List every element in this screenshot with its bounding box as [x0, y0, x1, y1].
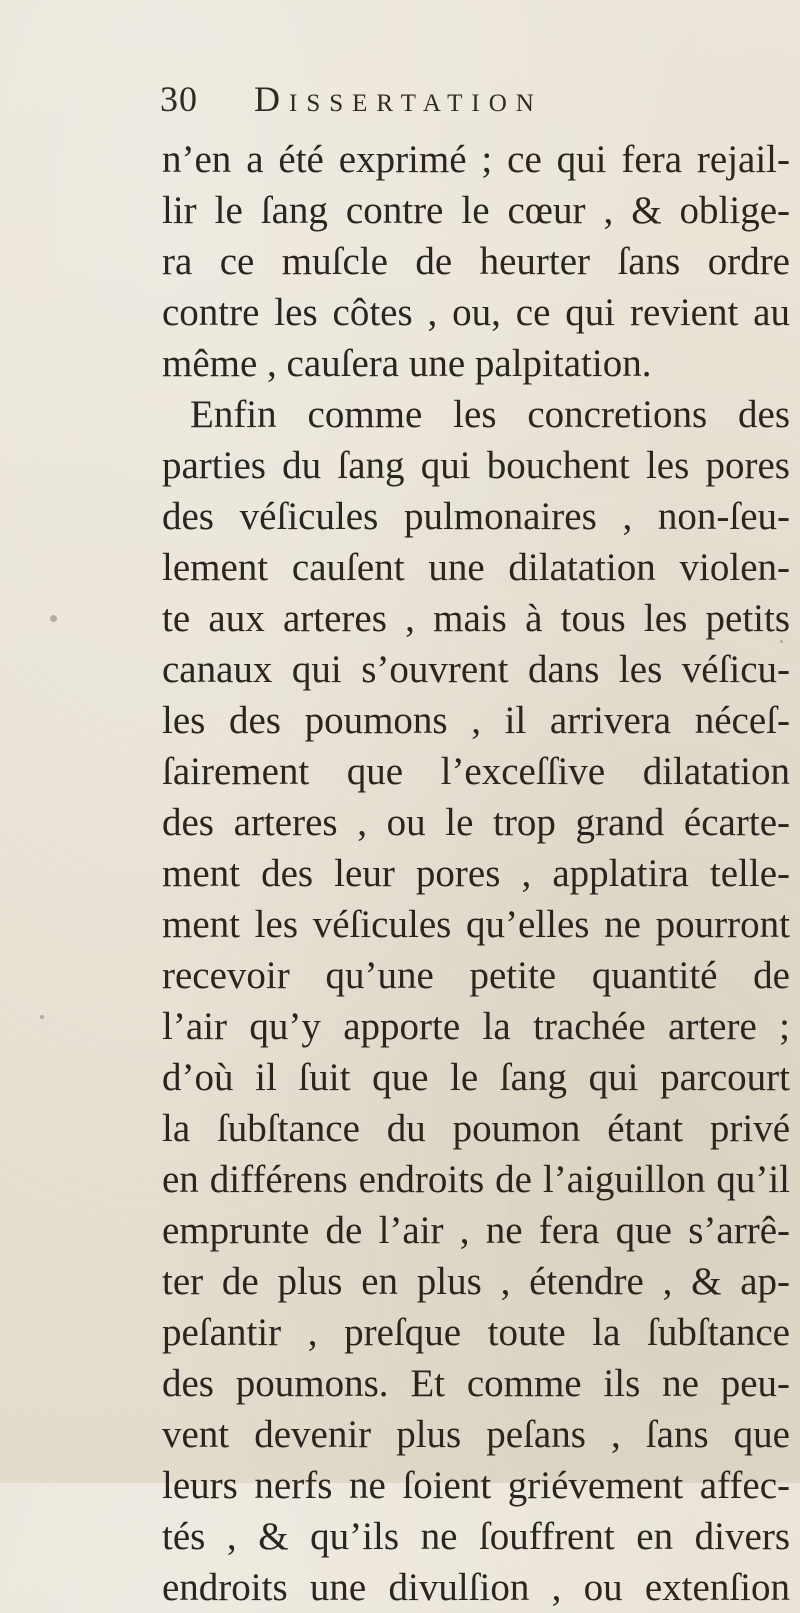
text-line: même , cauſera une palpitation. [162, 342, 652, 385]
text-line: emprunte de l’air , ne fera que s’arrê- [162, 1209, 790, 1252]
running-title: Dissertation [254, 79, 543, 119]
text-line: ra ce muſcle de heurter ſans ordre [162, 240, 790, 283]
text-line: peſantir , preſque toute la ſubſtance [162, 1311, 790, 1354]
text-line: lement cauſent une dilatation violen- [162, 546, 790, 589]
text-line: l’air qu’y apporte la trachée artere ; [162, 1005, 790, 1048]
text-line: d’où il ſuit que le ſang qui parcourt [162, 1056, 790, 1099]
text-line: des arteres , ou le trop grand écarte- [162, 801, 790, 844]
text-line: vent devenir plus peſans , ſans que [162, 1413, 790, 1456]
text-line: endroits une divulſion , ou extenſion [162, 1566, 790, 1609]
text-line: des poumons. Et comme ils ne peu- [162, 1362, 790, 1405]
text-line: leurs nerfs ne ſoient griévement affec- [162, 1464, 790, 1507]
text-line: la ſubſtance du poumon étant privé [162, 1107, 790, 1150]
ink-speck [40, 1015, 44, 1019]
page-header [160, 78, 760, 128]
page-number: 30 [160, 79, 198, 119]
text-line: ter de plus en plus , étendre , & ap- [162, 1260, 790, 1303]
text-line: tés , & qu’ils ne ſouffrent en divers [162, 1515, 790, 1558]
text-line: ſairement que l’exceſſive dilatation [162, 750, 790, 793]
ink-speck [780, 640, 783, 643]
text-line: Enfin comme les concretions des [190, 393, 790, 436]
text-line: lir le ſang contre le cœur , & oblige- [162, 189, 790, 232]
text-line: les des poumons , il arrivera néceſ- [162, 699, 790, 742]
text-line: en différens endroits de l’aiguillon qu’il [162, 1158, 790, 1201]
text-line: recevoir qu’une petite quantité de [162, 954, 790, 997]
text-line: te aux arteres , mais à tous les petits [162, 597, 790, 640]
text-line: parties du ſang qui bouchent les pores [162, 444, 790, 487]
text-line: des véſicules pulmonaires , non-ſeu- [162, 495, 790, 538]
body-text [162, 134, 790, 1613]
text-line: contre les côtes , ou, ce qui revient au [162, 291, 790, 334]
text-line: ment les véſicules qu’elles ne pourront [162, 903, 790, 946]
text-line: n’en a été exprimé ; ce qui fera rejail- [162, 138, 790, 181]
text-line: ment des leur pores , applatira telle- [162, 852, 790, 895]
ink-speck [50, 615, 57, 622]
text-line: canaux qui s’ouvrent dans les véſicu- [162, 648, 790, 691]
